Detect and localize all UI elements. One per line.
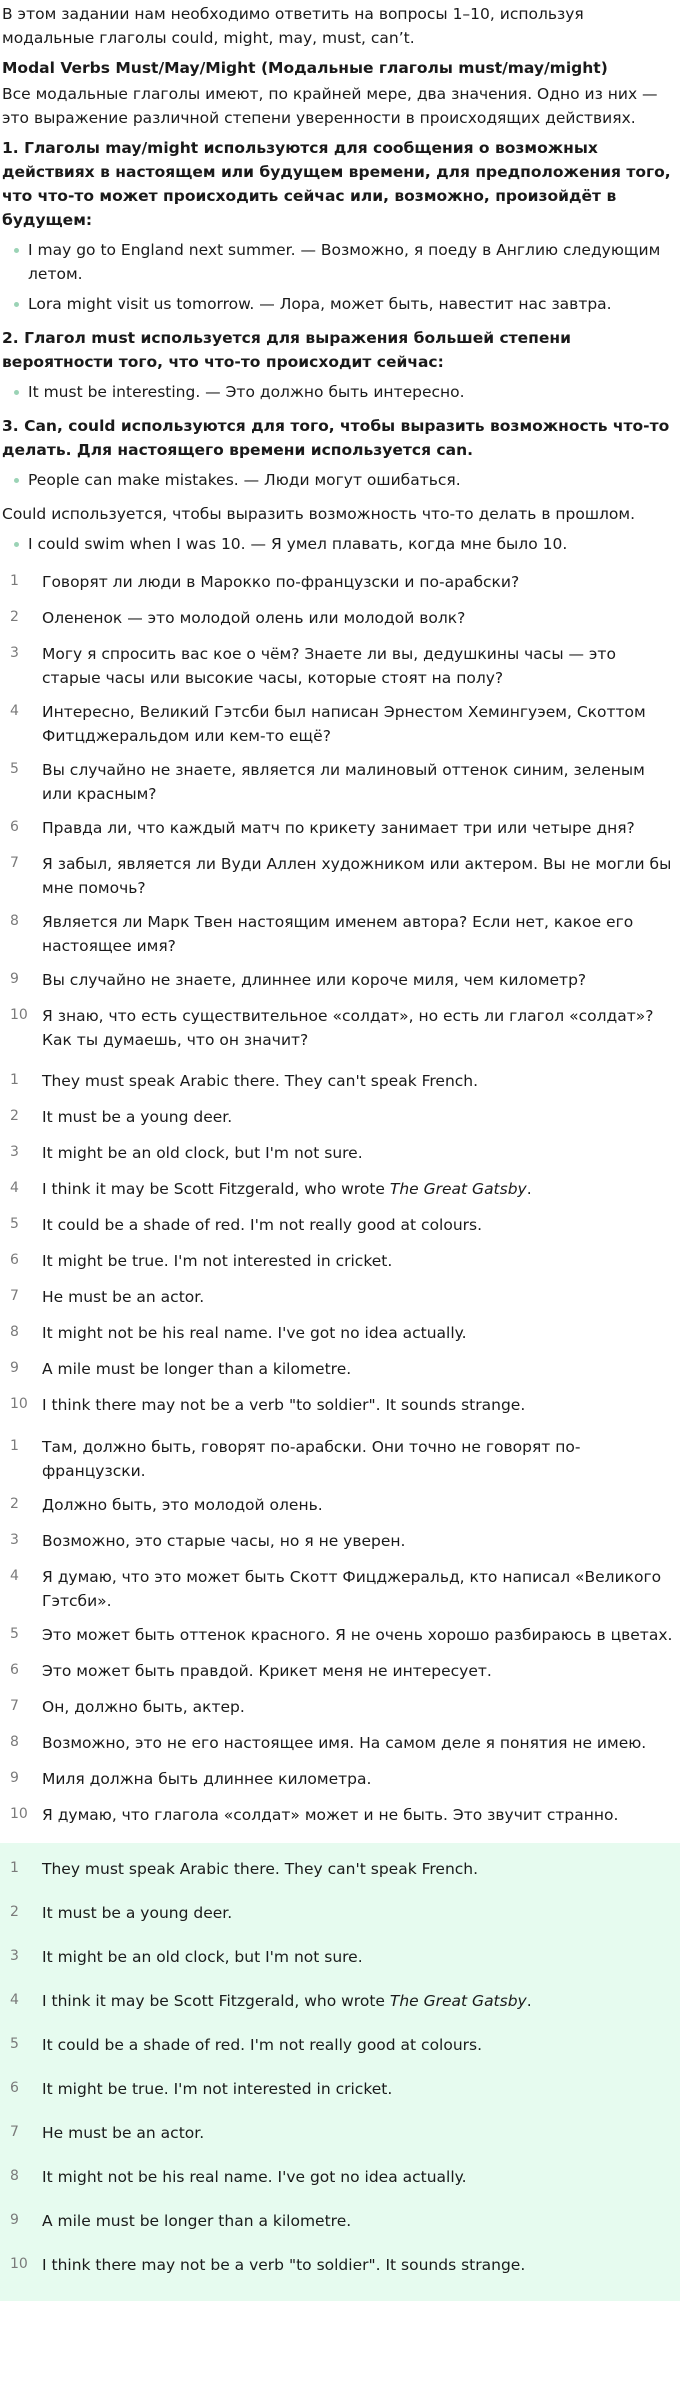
rule-examples	[2, 380, 678, 404]
item-text-main: I think it may be Scott Fitzgerald, who wrote	[42, 1991, 390, 2010]
item-number: 9	[10, 2211, 19, 2228]
answer-ru-item	[0, 1727, 680, 1763]
item-text	[40, 1105, 676, 1129]
answer-ru-item	[0, 1691, 680, 1727]
answer-en-item	[0, 1101, 680, 1137]
item-number: 6	[10, 1661, 19, 1678]
item-text-main: It could be a shade of red. I'm not really good at colours.	[42, 2035, 483, 2054]
answer-en-item	[0, 1389, 680, 1425]
item-number: 5	[10, 1625, 19, 1642]
item-text	[40, 700, 676, 748]
item-text-main: Возможно, это старые часы, но я не уверен.	[42, 1531, 406, 1550]
item-text-main: It might be true. I'm not interested in cricket.	[42, 2079, 393, 2098]
item-text	[40, 852, 676, 900]
item-number: 9	[10, 1359, 19, 1376]
item-text	[40, 1213, 676, 1237]
questions-section	[0, 566, 680, 1058]
answer-en-item	[0, 1137, 680, 1173]
item-text-main: I think there may not be a verb "to soldier". It sounds strange.	[42, 2255, 526, 2274]
answer-en-item	[0, 1173, 680, 1209]
item-number: 5	[10, 761, 19, 778]
item-text-main: Правда ли, что каждый матч по крикету занимает три или четыре дня?	[42, 819, 635, 838]
could-example-text: I could swim when I was 10. — Я умел плавать, когда мне было 10.	[28, 535, 568, 554]
section-title: Modal Verbs Must/May/Might (Модальные глаголы must/may/might)	[2, 59, 608, 78]
item-text	[40, 910, 676, 958]
rule-text: 3. Can, could используются для того, чтобы выразить возможность что-то делать. Для настоящего времени используется can.	[2, 417, 670, 460]
item-text-main: Могу я спросить вас кое о чём? Знаете ли вы, дедушкины часы — это старые часы или высокие часы, которые стоят на полу?	[42, 645, 616, 688]
item-text-main: It might be true. I'm not interested in cricket.	[42, 1251, 393, 1270]
item-text-main: They must speak Arabic there. They can't speak French.	[42, 1071, 479, 1090]
item-number: 8	[10, 1323, 19, 1340]
question-item	[0, 812, 680, 848]
item-text	[40, 1285, 676, 1309]
item-number: 10	[10, 1805, 28, 1822]
item-text	[40, 1767, 676, 1791]
item-number: 8	[10, 1733, 19, 1750]
could-note	[2, 502, 678, 526]
item-text-main: They must speak Arabic there. They can't speak French.	[42, 1859, 479, 1878]
item-text	[40, 1695, 676, 1719]
item-text-main: Я думаю, что это может быть Скотт Фицджеральд, кто написал «Великого Гэтсби».	[42, 1567, 662, 1610]
answer-en-item	[0, 1065, 680, 1101]
question-item	[0, 1000, 680, 1058]
item-number: 7	[10, 1697, 19, 1714]
item-text	[40, 1069, 676, 1093]
item-text	[40, 2165, 676, 2189]
final-answer-item	[0, 2247, 680, 2291]
rule-examples	[2, 238, 678, 316]
answer-ru-item	[0, 1561, 680, 1619]
item-number: 5	[10, 1215, 19, 1232]
answer-ru-item	[0, 1431, 680, 1489]
item-text-main: I think it may be Scott Fitzgerald, who wrote	[42, 1179, 390, 1198]
answer-en-item	[0, 1281, 680, 1317]
item-text	[40, 1004, 676, 1052]
answers-en-section	[0, 1065, 680, 1425]
answers-ru-section	[0, 1431, 680, 1835]
item-number: 3	[10, 1143, 19, 1160]
item-number: 3	[10, 1947, 19, 1964]
item-text-main: Он, должно быть, актер.	[42, 1697, 245, 1716]
example-item: It must be interesting. — Это должно быть интересно.	[14, 380, 678, 404]
final-answers-list	[0, 1851, 680, 2291]
item-text-main: Вы случайно не знаете, длиннее или короче миля, чем километр?	[42, 971, 587, 990]
item-text-tail: .	[526, 1991, 532, 2010]
item-text-main: Миля должна быть длиннее километра.	[42, 1769, 372, 1788]
item-text-main: A mile must be longer than a kilometre.	[42, 1359, 352, 1378]
item-number: 1	[10, 1859, 19, 1876]
item-text-main: Я забыл, является ли Вуди Аллен художником или актером. Вы не могли бы мне помочь?	[42, 855, 672, 898]
answer-en-item	[0, 1317, 680, 1353]
item-number: 1	[10, 573, 19, 590]
item-text	[40, 1393, 676, 1417]
item-number: 7	[10, 2123, 19, 2140]
item-number: 10	[10, 1007, 28, 1024]
item-number: 6	[10, 819, 19, 836]
answer-ru-item	[0, 1489, 680, 1525]
item-number: 2	[10, 1107, 19, 1124]
item-text-main: Я знаю, что есть существительное «солдат», но есть ли глагол «солдат»? Как ты думаешь, что он значит?	[42, 1007, 654, 1050]
item-text-main: He must be an actor.	[42, 2123, 205, 2142]
item-number: 2	[10, 1495, 19, 1512]
item-number: 4	[10, 1179, 19, 1196]
item-text	[40, 2209, 676, 2233]
item-number: 9	[10, 1769, 19, 1786]
item-text	[40, 1659, 676, 1683]
item-text	[40, 1989, 676, 2013]
answer-ru-item	[0, 1619, 680, 1655]
item-number: 10	[10, 1395, 28, 1412]
item-text	[40, 1321, 676, 1345]
final-answer-item	[0, 2159, 680, 2203]
item-number: 10	[10, 2255, 28, 2272]
item-text	[40, 1177, 676, 1201]
book-title: The Great Gatsby	[389, 1179, 527, 1198]
questions-list	[0, 566, 680, 1058]
item-number: 5	[10, 2035, 19, 2052]
answer-en-item	[0, 1353, 680, 1389]
question-item	[0, 602, 680, 638]
item-text	[40, 1731, 676, 1755]
item-text-main: It might not be his real name. I've got no idea actually.	[42, 2167, 467, 2186]
item-text-main: Там, должно быть, говорят по-арабски. Они точно не говорят по-французски.	[42, 1437, 581, 1480]
answers-en-list	[0, 1065, 680, 1425]
item-text	[40, 1901, 676, 1925]
item-text	[40, 1565, 676, 1613]
answer-en-item	[0, 1209, 680, 1245]
question-item	[0, 696, 680, 754]
item-text-main: Олененок — это молодой олень или молодой волк?	[42, 609, 466, 628]
item-text	[40, 968, 676, 992]
item-number: 3	[10, 645, 19, 662]
item-text	[40, 1857, 676, 1881]
final-answer-item	[0, 1851, 680, 1895]
final-answer-item	[0, 2071, 680, 2115]
item-number: 2	[10, 609, 19, 626]
item-text-main: Я думаю, что глагола «солдат» может и не быть. Это звучит странно.	[42, 1805, 619, 1824]
intro-section	[0, 2, 680, 556]
item-text-main: Вы случайно не знаете, является ли малиновый оттенок синим, зеленым или красным?	[42, 761, 645, 804]
item-text-main: Должно быть, это молодой олень.	[42, 1495, 323, 1514]
final-answer-item	[0, 2203, 680, 2247]
item-text	[40, 2253, 676, 2277]
item-text-main: Является ли Марк Твен настоящим именем автора? Если нет, какое его настоящее имя?	[42, 913, 634, 956]
rule-examples	[2, 468, 678, 492]
item-number: 4	[10, 703, 19, 720]
question-item	[0, 964, 680, 1000]
item-number: 9	[10, 971, 19, 988]
item-text	[40, 2077, 676, 2101]
item-number: 3	[10, 1531, 19, 1548]
item-text-main: He must be an actor.	[42, 1287, 205, 1306]
rules-list	[2, 136, 678, 492]
answer-ru-item	[0, 1655, 680, 1691]
item-text-main: Это может быть правдой. Крикет меня не интересует.	[42, 1661, 492, 1680]
item-number: 8	[10, 913, 19, 930]
item-text-main: Это может быть оттенок красного. Я не очень хорошо разбираюсь в цветах.	[42, 1625, 673, 1644]
question-item	[0, 906, 680, 964]
item-text-main: Интересно, Великий Гэтсби был написан Эрнестом Хемингуэем, Скоттом Фитцджеральдом или кем-то ещё?	[42, 703, 646, 746]
final-answer-item	[0, 2115, 680, 2159]
item-number: 4	[10, 1991, 19, 2008]
item-number: 4	[10, 1567, 19, 1584]
item-number: 1	[10, 1437, 19, 1454]
item-text-main: Возможно, это не его настоящее имя. На самом деле я понятия не имею.	[42, 1733, 647, 1752]
item-text	[40, 758, 676, 806]
item-text-main: It might be an old clock, but I'm not sure.	[42, 1947, 363, 1966]
item-text	[40, 570, 676, 594]
question-item	[0, 566, 680, 602]
item-number: 7	[10, 855, 19, 872]
item-text-main: I think there may not be a verb "to soldier". It sounds strange.	[42, 1395, 526, 1414]
final-answer-item	[0, 1983, 680, 2027]
item-text	[40, 816, 676, 840]
item-number: 7	[10, 1287, 19, 1304]
item-text	[40, 1623, 676, 1647]
item-number: 8	[10, 2167, 19, 2184]
final-answer-item	[0, 1895, 680, 1939]
answer-ru-item	[0, 1763, 680, 1799]
item-text	[40, 606, 676, 630]
item-number: 2	[10, 1903, 19, 1920]
overview-text: Все модальные глаголы имеют, по крайней мере, два значения. Одно из них — это выражение различной степени уверенности в происходящих действиях.	[2, 85, 658, 128]
item-number: 6	[10, 1251, 19, 1268]
example-item: People can make mistakes. — Люди могут ошибаться.	[14, 468, 678, 492]
item-number: 1	[10, 1071, 19, 1088]
item-text-main: It might not be his real name. I've got no idea actually.	[42, 1323, 467, 1342]
answers-ru-list	[0, 1431, 680, 1835]
question-item	[0, 848, 680, 906]
item-text	[40, 1945, 676, 1969]
question-item	[0, 638, 680, 696]
example-item	[14, 532, 678, 556]
final-answer-item	[0, 1939, 680, 1983]
final-answer-item	[0, 2027, 680, 2071]
item-text-main: It might be an old clock, but I'm not sure.	[42, 1143, 363, 1162]
item-text	[40, 1803, 676, 1827]
item-text-tail: .	[526, 1179, 532, 1198]
item-text	[40, 2033, 676, 2057]
example-item: Lora might visit us tomorrow. — Лора, может быть, навестит нас завтра.	[14, 292, 678, 316]
task-description: В этом задании нам необходимо ответить на вопросы 1–10, используя модальные глаголы could, might, may, must, can’t.	[2, 5, 584, 48]
answer-ru-item	[0, 1799, 680, 1835]
final-answers-section	[0, 1843, 680, 2301]
item-text-main: It must be a young deer.	[42, 1107, 233, 1126]
item-text	[40, 642, 676, 690]
item-text	[40, 1357, 676, 1381]
rule-text: 2. Глагол must используется для выражения большей степени вероятности того, что что-то происходит сейчас:	[2, 329, 571, 372]
item-text-main: It must be a young deer.	[42, 1903, 233, 1922]
item-text-main: Говорят ли люди в Марокко по-французски и по-арабски?	[42, 573, 520, 592]
item-text	[40, 1141, 676, 1165]
item-text-main: A mile must be longer than a kilometre.	[42, 2211, 352, 2230]
answer-ru-item	[0, 1525, 680, 1561]
rule-text: 1. Глаголы may/might используются для сообщения о возможных действиях в настоящем или будущем времени, для предположения того, что что-то может происходить сейчас или, возможно, произойдёт в будущем:	[2, 139, 671, 230]
item-number: 6	[10, 2079, 19, 2096]
item-text	[40, 1529, 676, 1553]
answer-en-item	[0, 1245, 680, 1281]
could-examples	[2, 532, 678, 556]
item-text-main: It could be a shade of red. I'm not really good at colours.	[42, 1215, 483, 1234]
item-text	[40, 2121, 676, 2145]
item-text	[40, 1493, 676, 1517]
item-text	[40, 1435, 676, 1483]
could-note-text: Could используется, чтобы выразить возможность что-то делать в прошлом.	[2, 505, 636, 524]
example-item: I may go to England next summer. — Возможно, я поеду в Англию следующим летом.	[14, 238, 678, 286]
item-text	[40, 1249, 676, 1273]
book-title: The Great Gatsby	[389, 1991, 527, 2010]
question-item	[0, 754, 680, 812]
